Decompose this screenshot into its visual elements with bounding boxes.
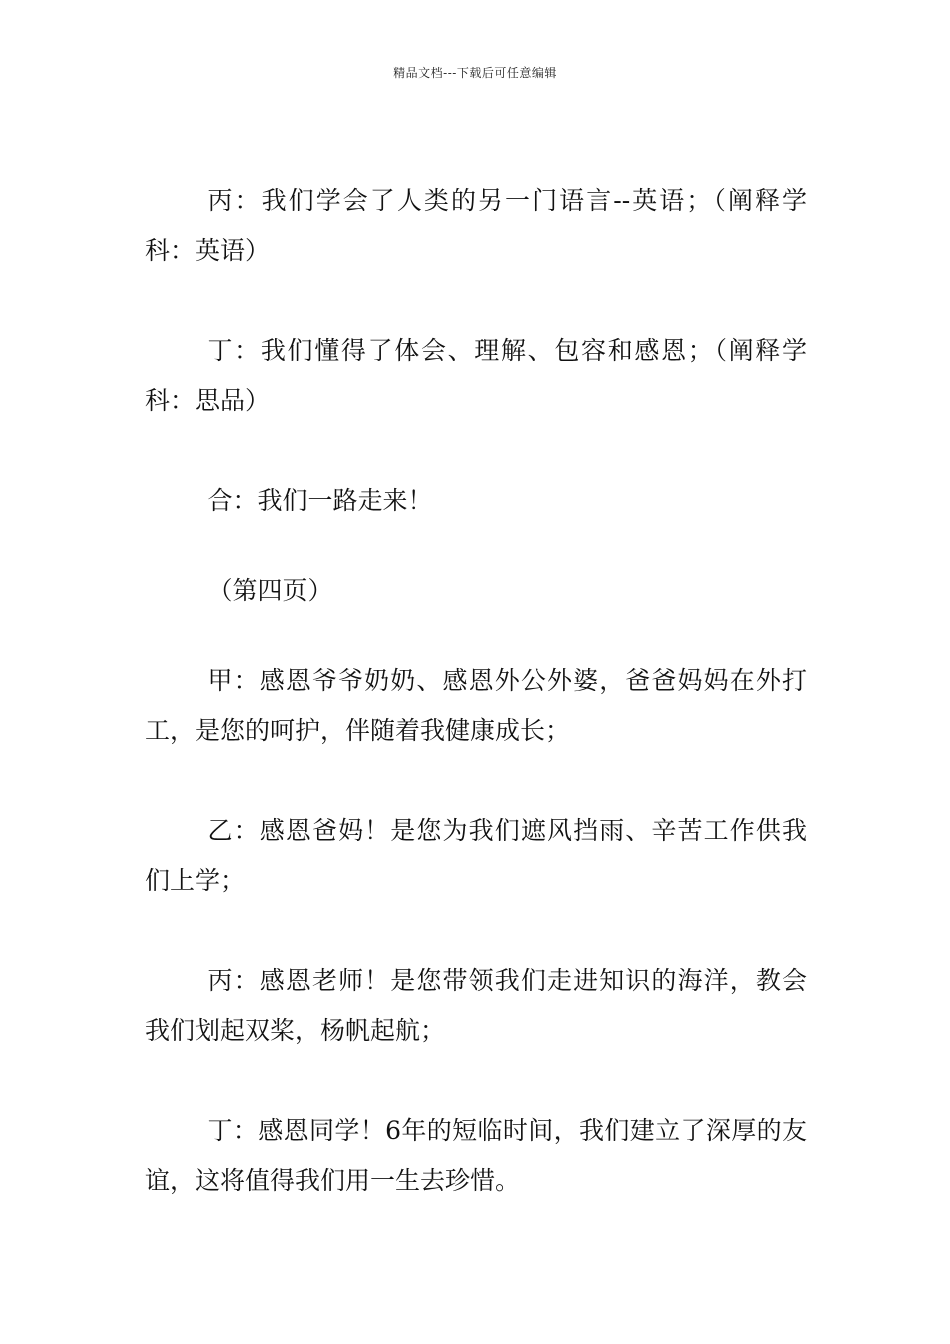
document-body [145,176,807,1256]
paragraph-bing-english: 丙：我们学会了人类的另一门语言--英语；（阐释学科：英语） [145,186,807,265]
page-header: 精品文档---下载后可任意编辑 [393,66,557,80]
page-marker: （第四页） [207,576,333,605]
paragraph-ding-civics: 丁：我们懂得了体会、理解、包容和感恩；（阐释学科：思品） [145,336,807,415]
paragraph-bing-teachers: 丙：感恩老师！是您带领我们走进知识的海洋，教会我们划起双桨，杨帆起航； [145,966,807,1045]
paragraph-yi-parents: 乙：感恩爸妈！是您为我们遮风挡雨、辛苦工作供我们上学； [145,816,807,895]
paragraph-ding-classmates: 丁：感恩同学！6年的短临时间，我们建立了深厚的友谊，这将值得我们用一生去珍惜。 [145,1116,807,1195]
paragraph-together: 合：我们一路走来！ [207,486,433,515]
paragraph-jia-grandparents: 甲：感恩爷爷奶奶、感恩外公外婆，爸爸妈妈在外打工，是您的呵护，伴随着我健康成长； [145,666,807,745]
